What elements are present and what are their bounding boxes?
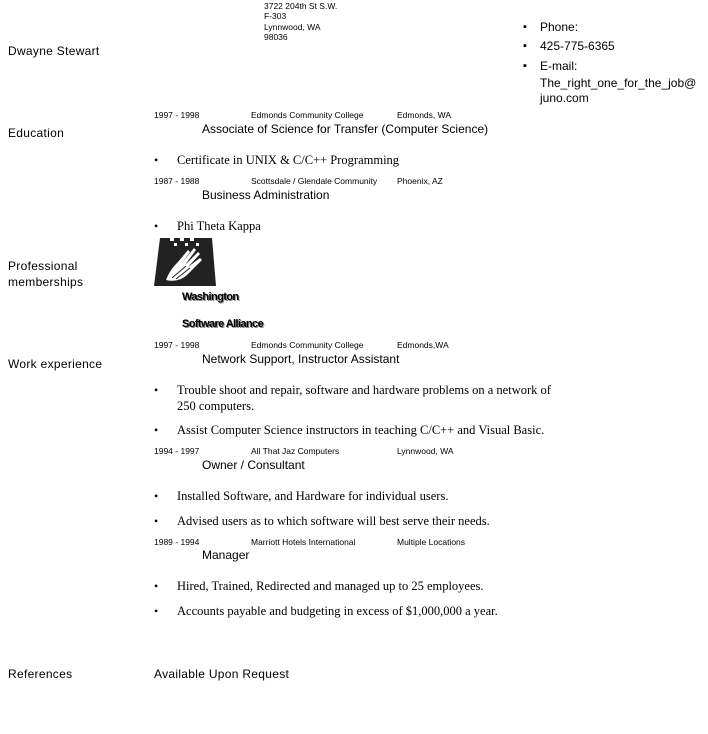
entry-location: Edmonds,WA: [397, 340, 449, 350]
email-address-continued[interactable]: juno.com: [540, 91, 589, 105]
bullet-icon: •: [154, 383, 159, 397]
entry-location: Edmonds, WA: [397, 110, 452, 120]
bullet-text: Hired, Trained, Redirected and managed up to 25 employees.: [177, 579, 484, 593]
section-memberships-line: memberships: [8, 275, 84, 289]
bullet-icon: •: [154, 153, 159, 167]
square-bullet-icon: ▪: [523, 40, 527, 52]
bullet-text: Accounts payable and budgeting in excess of $1,000,000 a year.: [177, 604, 498, 618]
section-memberships: [8, 258, 83, 290]
bullet-text: Installed Software, and Hardware for individual users.: [177, 489, 449, 503]
square-bullet-icon: ▪: [523, 60, 527, 72]
washington-software-alliance-logo: [152, 236, 264, 330]
entry-dates: 1997 - 1998: [154, 110, 200, 120]
bullet-icon: •: [154, 219, 159, 233]
bullet-icon: •: [154, 579, 159, 593]
section-memberships-line: Professional: [8, 259, 78, 273]
section-work-experience: Work experience: [8, 357, 103, 371]
entry-org: Edmonds Community College: [251, 340, 364, 350]
phone-label: Phone:: [540, 20, 579, 34]
entry-title: Network Support, Instructor Assistant: [202, 352, 400, 366]
logo-line1: Washington: [182, 291, 239, 303]
entry-dates: 1989 - 1994: [154, 537, 200, 547]
phone-number: 425-775-6365: [540, 39, 615, 53]
address-line: 98036: [264, 32, 288, 43]
bullet-icon: •: [154, 514, 159, 528]
entry-org: All That Jaz Computers: [251, 446, 340, 456]
entry-dates: 1997 - 1998: [154, 340, 200, 350]
references-value: Available Upon Request: [154, 667, 290, 681]
section-references: References: [8, 667, 73, 681]
bullet-icon: •: [154, 423, 159, 437]
email-label: E-mail:: [540, 59, 578, 73]
entry-location: Lynnwood, WA: [397, 446, 454, 456]
bullet-text: Trouble shoot and repair, software and hardware problems on a network of: [177, 383, 551, 397]
entry-title: Owner / Consultant: [202, 458, 305, 472]
entry-org: Marriott Hotels International: [251, 537, 356, 547]
name: Dwayne Stewart: [8, 44, 100, 58]
entry-dates: 1994 - 1997: [154, 446, 200, 456]
entry-org: Scottsdale / Glendale Community: [251, 176, 378, 186]
entry-dates: 1987 - 1988: [154, 176, 200, 186]
entry-title: Business Administration: [202, 188, 330, 202]
bullet-text: Certificate in UNIX & C/C++ Programming: [177, 153, 400, 167]
hand-logo-icon: [152, 236, 224, 294]
bullet-icon: •: [154, 604, 159, 618]
entry-title: Associate of Science for Transfer (Computer Science): [202, 122, 489, 136]
entry-org: Edmonds Community College: [251, 110, 364, 120]
square-bullet-icon: ▪: [523, 21, 527, 33]
entry-location: Multiple Locations: [397, 537, 466, 547]
entry-title: Manager: [202, 548, 250, 562]
address-line: F-303: [264, 11, 287, 22]
logo-line2: Software Alliance: [182, 318, 264, 330]
bullet-text: Phi Theta Kappa: [177, 219, 261, 233]
section-education: Education: [8, 126, 65, 140]
bullet-icon: •: [154, 489, 159, 503]
bullet-text: Assist Computer Science instructors in teaching C/C++ and Visual Basic.: [177, 423, 545, 437]
bullet-text-continued: 250 computers.: [177, 399, 255, 413]
address-line: Lynnwood, WA: [264, 21, 321, 32]
address-block: [264, 1, 337, 43]
address-line: 3722 204th St S.W.: [264, 1, 338, 11]
email-address[interactable]: The_right_one_for_the_job@: [540, 76, 697, 90]
entry-location: Phoenix, AZ: [397, 176, 443, 186]
bullet-text: Advised users as to which software will best serve their needs.: [177, 514, 490, 528]
